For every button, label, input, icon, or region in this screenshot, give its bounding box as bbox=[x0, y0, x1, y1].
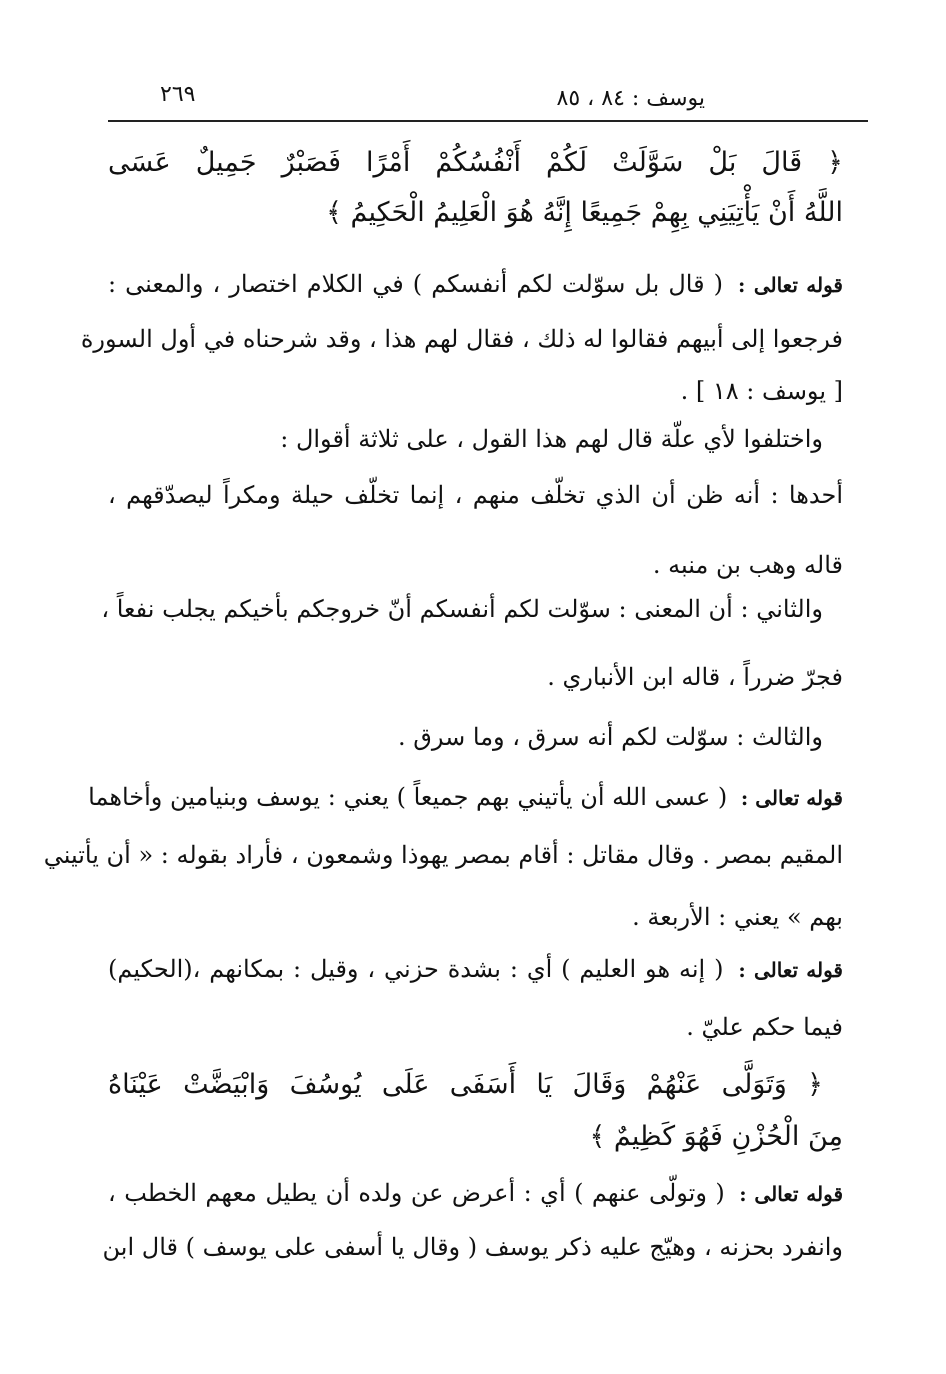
text-line bbox=[686, 1012, 843, 1042]
commentary-text: ( قال بل سوّلت لكم أنفسكم ) في الكلام اختصار ، والمعنى : bbox=[108, 270, 723, 298]
text-line bbox=[632, 902, 843, 932]
line-text: فجرّ ضرراً ، قاله ابن الأنباري . bbox=[547, 663, 843, 691]
commentary-lead: قوله تعالى : bbox=[738, 273, 843, 297]
commentary-text: ( عسى الله أن يأتيني بهم جميعاً ) يعني : يوسف وبنيامين وأخاهما bbox=[88, 783, 728, 811]
text-line bbox=[681, 376, 843, 406]
verse-text: ﴿ قَالَ بَلْ سَوَّلَتْ لَكُمْ أَنْفُسُكُمْ أَمْرًا فَصَبْرٌ جَمِيلٌ عَسَى bbox=[108, 147, 843, 178]
commentary-line bbox=[108, 269, 843, 300]
line-text: فيما حكم عليّ . bbox=[686, 1013, 843, 1041]
text-line bbox=[398, 722, 823, 752]
text-line bbox=[102, 1232, 843, 1262]
commentary-line bbox=[88, 782, 843, 813]
text-line bbox=[280, 424, 823, 454]
text-line bbox=[653, 550, 843, 580]
commentary-lead: قوله تعالى : bbox=[740, 786, 843, 810]
line-text: أحدها : أنه ظن أن الذي تخلّف منهم ، إنما تخلّف حيلة ومكراً ليصدّقهم ، bbox=[108, 481, 843, 509]
verse-line bbox=[590, 1122, 843, 1152]
commentary-lead: قوله تعالى : bbox=[738, 958, 843, 982]
line-text: والثاني : أن المعنى : سوّلت لكم أنفسكم أنّ خروجكم بأخيكم يجلب نفعاً ، bbox=[101, 595, 823, 623]
verse-text: مِنَ الْحُزْنِ فَهُوَ كَظِيمٌ ﴾ bbox=[589, 1121, 843, 1152]
page-number: ٢٦٩ bbox=[160, 82, 196, 107]
line-text: واختلفوا لأي علّة قال لهم هذا القول ، على ثلاثة أقوال : bbox=[280, 425, 823, 453]
line-text: بهم » يعني : الأربعة . bbox=[632, 903, 843, 931]
text-line bbox=[547, 662, 843, 692]
line-text: قاله وهب بن منبه . bbox=[652, 551, 843, 579]
running-title: يوسف : ٨٤ ، ٨٥ bbox=[556, 86, 705, 111]
line-text: [ يوسف : ١٨ ] . bbox=[680, 377, 843, 405]
text-line bbox=[101, 594, 823, 624]
commentary-text: ( إنه هو العليم ) أي : بشدة حزني ، وقيل : بمكانهم ،(الحكيم) bbox=[108, 955, 724, 983]
line-text: وانفرد بحزنه ، وهيّج عليه ذكر يوسف ( وقال يا أسفى على يوسف ) قال ابن bbox=[102, 1233, 843, 1261]
line-text: فرجعوا إلى أبيهم فقالوا له ذلك ، فقال لهم هذا ، وقد شرحناه في أول السورة bbox=[80, 325, 843, 353]
commentary-lead: قوله تعالى : bbox=[739, 1182, 844, 1206]
verse-text: اللَّهُ أَنْ يَأْتِيَنِي بِهِمْ جَمِيعًا إِنَّهُ هُوَ الْعَلِيمُ الْحَكِيمُ ﴾ bbox=[326, 197, 843, 228]
commentary-line bbox=[108, 1178, 843, 1209]
text-line bbox=[43, 840, 843, 870]
verse-line bbox=[108, 148, 843, 178]
text-line bbox=[80, 324, 843, 354]
verse-line bbox=[108, 1070, 823, 1100]
verse-line bbox=[326, 198, 843, 228]
commentary-line bbox=[108, 954, 843, 985]
commentary-text: ( وتولّى عنهم ) أي : أعرض عن ولده أن يطيل معهم الخطب ، bbox=[108, 1179, 725, 1207]
line-text: والثالث : سوّلت لكم أنه سرق ، وما سرق . bbox=[398, 723, 823, 751]
text-line bbox=[108, 480, 843, 510]
header-rule bbox=[108, 120, 868, 122]
verse-text: ﴿ وَتَوَلَّى عَنْهُمْ وَقَالَ يَا أَسَفَى عَلَى يُوسُفَ وَابْيَضَّتْ عَيْنَاهُ bbox=[108, 1069, 823, 1100]
line-text: المقيم بمصر . وقال مقاتل : أقام بمصر يهوذا وشمعون ، فأراد بقوله : « أن يأتيني bbox=[43, 841, 843, 869]
page-header bbox=[110, 78, 865, 122]
